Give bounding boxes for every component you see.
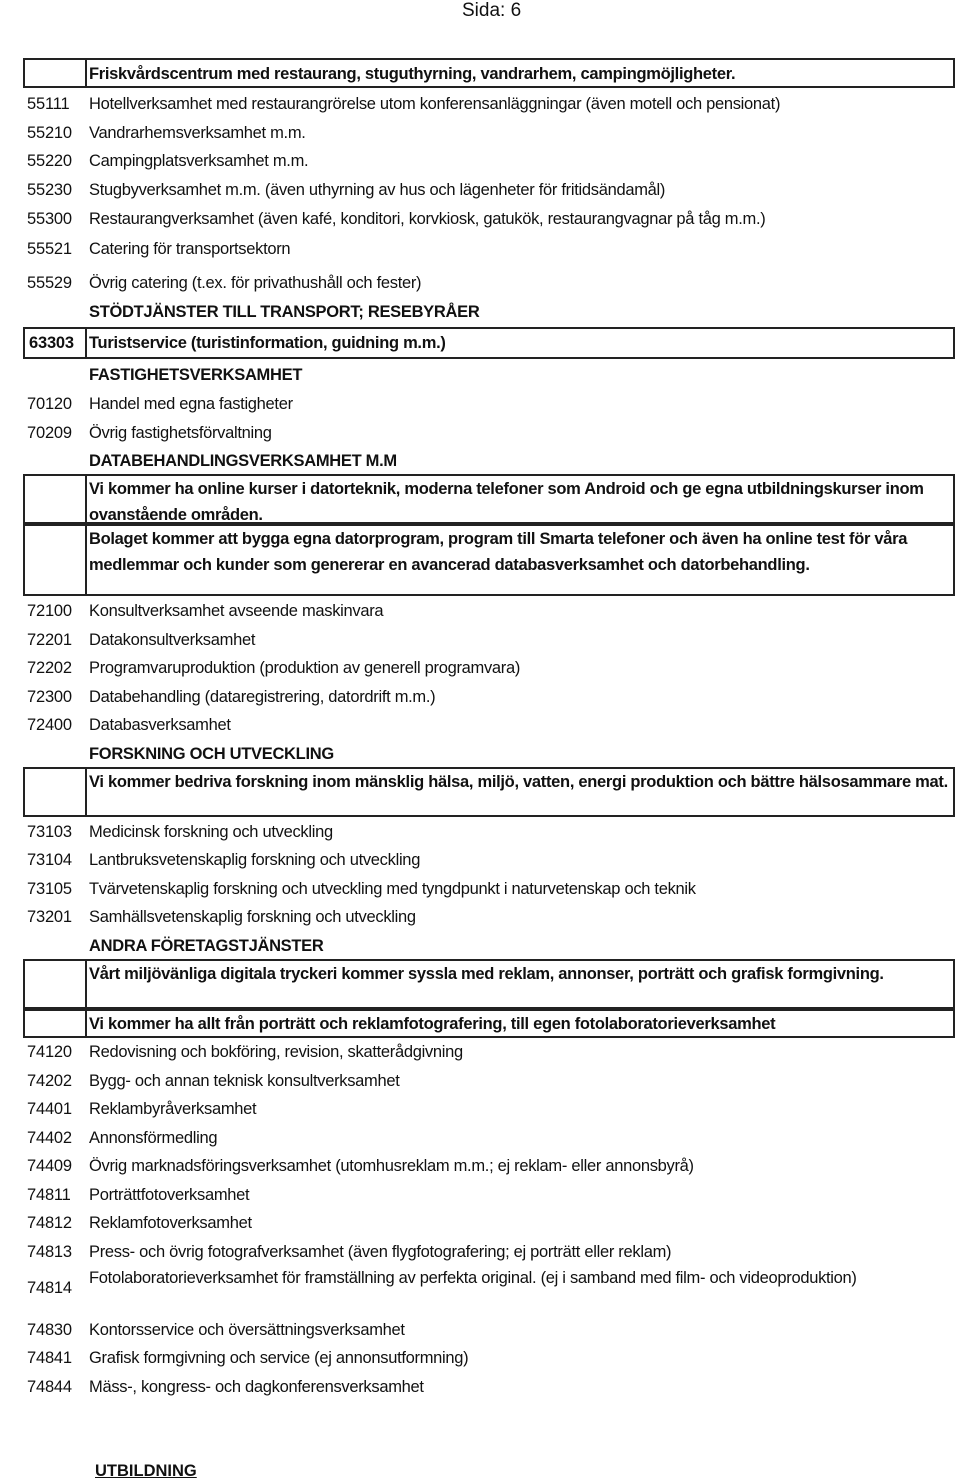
table-row: [0, 711, 960, 739]
row-code: 74841: [27, 1349, 72, 1367]
row-description: Handel med egna fastigheter: [89, 395, 293, 413]
table-row: [0, 90, 960, 118]
table-row: [0, 1238, 960, 1266]
page-number: Sida: 6: [462, 0, 522, 21]
row-description: Samhällsvetenskaplig forskning och utveckling: [89, 908, 416, 926]
section-heading-text: FASTIGHETSVERKSAMHET: [89, 366, 303, 384]
table-row: [0, 683, 960, 711]
table-row: [0, 1373, 960, 1401]
table-row: [23, 327, 955, 359]
row-code: 73103: [27, 823, 72, 841]
row-description: Tvärvetenskaplig forskning och utveckling med tyngdpunkt i naturvetenskap och teknik: [89, 880, 696, 898]
row-description: Övrig catering (t.ex. för privathushåll och fester): [89, 274, 422, 292]
row-description: Databasverksamhet: [89, 716, 231, 734]
row-description: Programvaruproduktion (produktion av generell programvara): [89, 659, 521, 677]
table-row: [0, 1067, 960, 1095]
row-code: 74814: [27, 1279, 72, 1297]
row-description: Restaurangverksamhet (även kafé, konditori, korvkiosk, gatukök, restaurangvagnar på tåg m.m.): [89, 210, 766, 228]
row-description: Reklamfotoverksamhet: [89, 1214, 252, 1232]
row-description: Catering för transportsektorn: [89, 240, 291, 258]
table-row: [0, 846, 960, 874]
note-box: [23, 1009, 955, 1038]
table-row: [0, 269, 960, 297]
row-code: 72100: [27, 602, 72, 620]
row-description: Bygg- och annan teknisk konsultverksamhet: [89, 1072, 400, 1090]
table-row: [0, 597, 960, 625]
row-description: Fotolaboratorieverksamhet för framställning av perfekta original. (ej i samband med film- och videoproduktion): [89, 1269, 857, 1287]
table-row: [0, 119, 960, 147]
row-code: 74402: [27, 1129, 72, 1147]
row-description: Datakonsultverksamhet: [89, 631, 256, 649]
row-code: 74409: [27, 1157, 72, 1175]
table-row: [0, 1181, 960, 1209]
table-row: [0, 419, 960, 447]
note-text: Bolaget kommer att bygga egna datorprogram, program till Smarta telefoner och även ha online test för våra medlemmar och kunder som genererar en avancerad databasverksamhet och datorbehandling.: [89, 530, 908, 574]
row-code: 74830: [27, 1321, 72, 1339]
row-description: Grafisk formgivning och service (ej annonsutformning): [89, 1349, 469, 1367]
table-row: [0, 654, 960, 682]
section-heading-text: DATABEHANDLINGSVERKSAMHET M.M: [89, 452, 397, 470]
section-heading-text: STÖDTJÄNSTER TILL TRANSPORT; RESEBYRÅER: [89, 303, 480, 321]
table-row: [0, 1316, 960, 1344]
row-code: 55111: [27, 95, 70, 113]
row-description: Övrig fastighetsförvaltning: [89, 424, 272, 442]
row-code: 55220: [27, 152, 72, 170]
row-code: 74844: [27, 1378, 72, 1396]
row-code: 55529: [27, 274, 72, 292]
row-code: 73104: [27, 851, 72, 869]
section-heading: [0, 361, 960, 389]
row-description: Turistservice (turistinformation, guidning m.m.): [89, 334, 446, 352]
note-text: Vårt miljövänliga digitala tryckeri kommer syssla med reklam, annonser, porträtt och grafisk formgivning.: [89, 965, 884, 983]
row-description: Friskvårdscentrum med restaurang, stuguthyrning, vandrarhem, campingmöjligheter.: [89, 65, 736, 83]
table-row: [0, 1209, 960, 1237]
cell-divider: [85, 60, 87, 86]
row-code: 55300: [27, 210, 72, 228]
table-row: [0, 1095, 960, 1123]
row-description: Kontorsservice och översättningsverksamhet: [89, 1321, 405, 1339]
row-code: 74202: [27, 1072, 72, 1090]
row-code: 73201: [27, 908, 72, 926]
table-row: [0, 390, 960, 418]
note-box: [23, 524, 955, 596]
row-code: 70209: [27, 424, 72, 442]
cell-divider: [85, 1011, 87, 1036]
row-description: Övrig marknadsföringsverksamhet (utomhusreklam m.m.; ej reklam- eller annonsbyrå): [89, 1157, 694, 1175]
section-heading: [0, 447, 960, 475]
row-code: 73105: [27, 880, 72, 898]
row-description: Medicinsk forskning och utveckling: [89, 823, 333, 841]
table-row: [0, 1038, 960, 1066]
row-description: Annonsförmedling: [89, 1129, 218, 1147]
row-code: 74120: [27, 1043, 72, 1061]
table-row: [0, 1124, 960, 1152]
table-row: [0, 205, 960, 233]
table-row: [0, 818, 960, 846]
row-code: 74811: [27, 1186, 71, 1204]
note-box: [23, 474, 955, 524]
row-description: Redovisning och bokföring, revision, skatterådgivning: [89, 1043, 463, 1061]
note-text: Vi kommer bedriva forskning inom mänsklig hälsa, miljö, vatten, energi produktion och bättre hälsosammare mat.: [89, 773, 948, 791]
row-code: 55521: [27, 240, 72, 258]
cell-divider: [85, 526, 87, 594]
row-code: 74401: [27, 1100, 72, 1118]
row-description: Konsultverksamhet avseende maskinvara: [89, 602, 384, 620]
row-code: 72202: [27, 659, 72, 677]
row-description: Porträttfotoverksamhet: [89, 1186, 250, 1204]
note-box: [23, 959, 955, 1009]
table-row: [0, 147, 960, 175]
row-description: Lantbruksvetenskaplig forskning och utveckling: [89, 851, 421, 869]
section-heading: [0, 298, 960, 326]
row-code: 70120: [27, 395, 72, 413]
table-row: [0, 875, 960, 903]
row-code: 55230: [27, 181, 72, 199]
section-heading: [0, 932, 960, 960]
row-code: 63303: [29, 334, 74, 352]
row-description: Mäss-, kongress- och dagkonferensverksamhet: [89, 1378, 424, 1396]
row-description: Databehandling (dataregistrering, datordrift m.m.): [89, 688, 436, 706]
section-heading-text: ANDRA FÖRETAGSTJÄNSTER: [89, 937, 324, 955]
section-heading-text: FORSKNING OCH UTVECKLING: [89, 745, 334, 763]
note-text: Vi kommer ha online kurser i datorteknik, moderna telefoner som Android och ge egna utbildningskurser inom ovanstående områden.: [89, 480, 924, 524]
note-box: [23, 767, 955, 817]
table-row: [0, 1344, 960, 1372]
row-code: 72400: [27, 716, 72, 734]
row-description: Campingplatsverksamhet m.m.: [89, 152, 309, 170]
row-code: 74813: [27, 1243, 72, 1261]
row-description: Vandrarhemsverksamhet m.m.: [89, 124, 306, 142]
cell-divider: [85, 961, 87, 1007]
table-row: [0, 235, 960, 263]
table-row: [0, 1266, 960, 1314]
section-heading: [0, 740, 960, 768]
table-row: [0, 903, 960, 931]
note-text: Vi kommer ha allt från porträtt och reklamfotografering, till egen fotolaboratorieverksamhet: [89, 1015, 776, 1033]
row-description: Reklambyråverksamhet: [89, 1100, 257, 1118]
row-code: 55210: [27, 124, 72, 142]
row-code: 74812: [27, 1214, 72, 1232]
table-row: [23, 58, 955, 88]
row-description: Press- och övrig fotografverksamhet (även flygfotografering; ej porträtt eller reklam): [89, 1243, 672, 1261]
row-code: 72201: [27, 631, 72, 649]
table-row: [0, 176, 960, 204]
cell-divider: [85, 476, 87, 522]
cell-divider: [85, 769, 87, 815]
row-description: Stugbyverksamhet m.m. (även uthyrning av hus och lägenheter för fritidsändamål): [89, 181, 666, 199]
table-row: [0, 1152, 960, 1180]
row-code: 72300: [27, 688, 72, 706]
table-row: [0, 626, 960, 654]
section-heading: UTBILDNING: [95, 1462, 197, 1480]
row-description: Hotellverksamhet med restaurangrörelse utom konferensanläggningar (även motell och pensionat): [89, 95, 781, 113]
